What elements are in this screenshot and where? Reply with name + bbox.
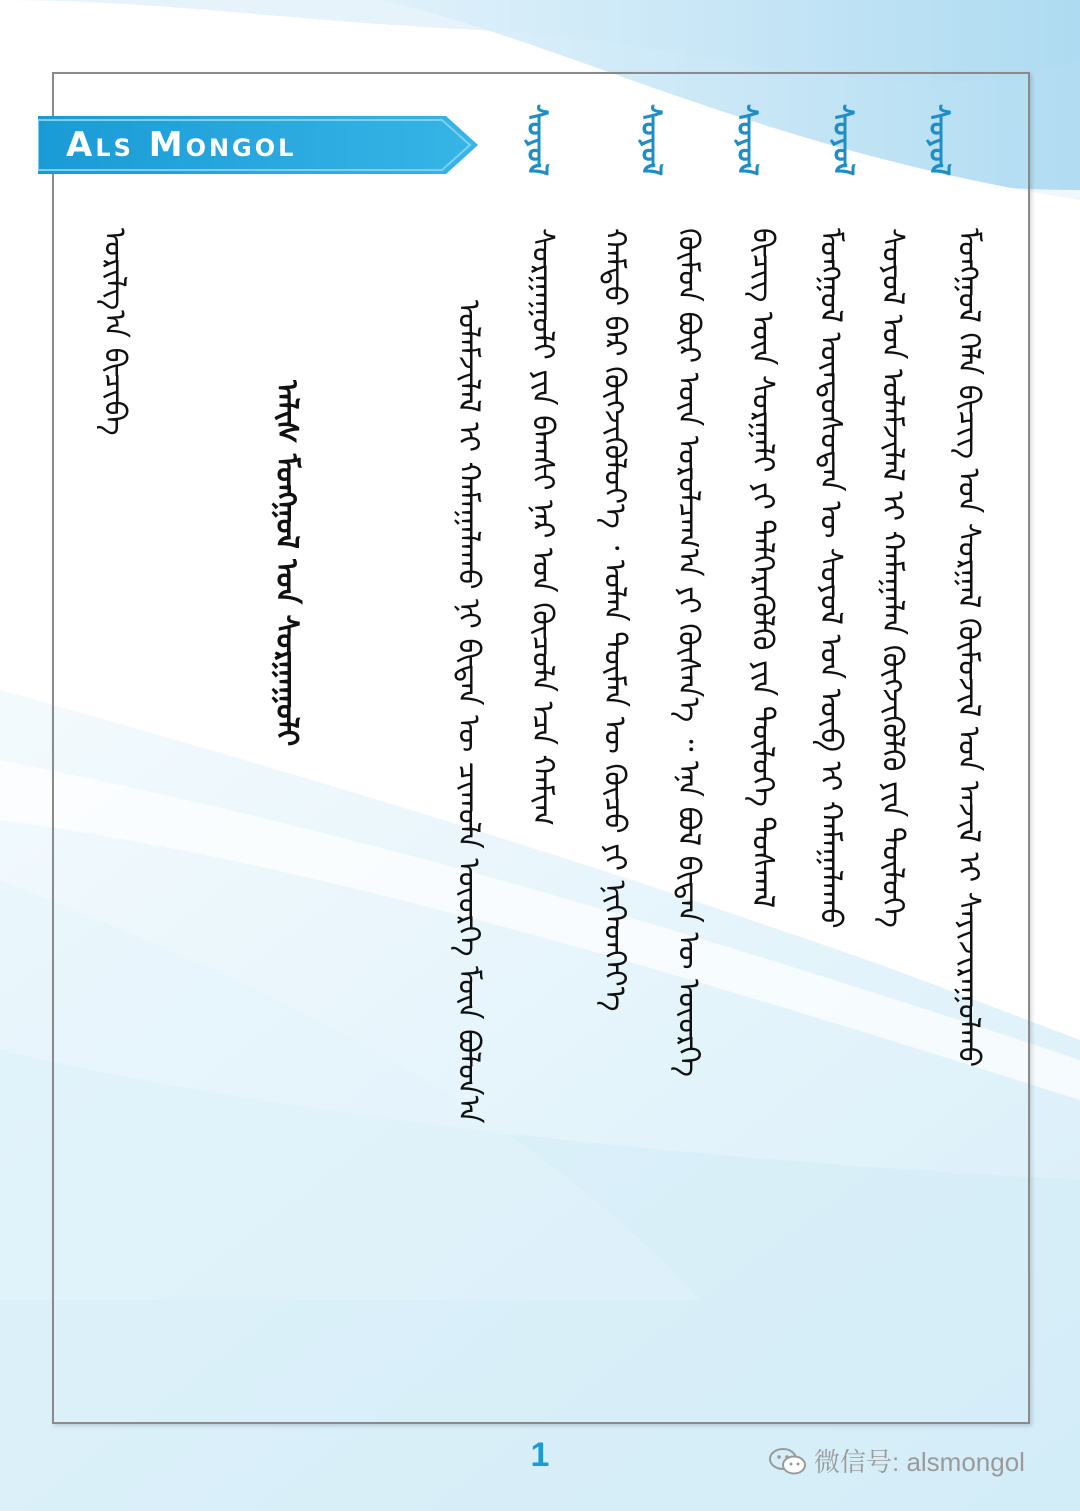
body-column-3: ᠮᠣᠩᠭᠣᠯ ᠦᠨᠳᠦᠰᠦᠲᠡᠨ ᠦ ᠰᠣᠶᠣᠯ ᠤᠨ ᠥᠪ ᠢ ᠬᠠᠮᠠᠭᠠᠯᠠᠬᠤ (813, 228, 848, 929)
header-column-5: ᠰᠣᠶᠤᠯ (521, 104, 554, 176)
body-column-2: ᠰᠣᠶᠣᠯ ᠤᠨ ᠤᠯᠠᠮᠵᠢᠯᠠᠯ ᠢ ᠬᠠᠮᠠᠭᠠᠯᠠᠨ ᠬᠥᠭᠵᠢᠭᠦᠯᠬᠦ ᠶᠢᠨ ᠲᠥᠯᠦᠭᠡ (875, 228, 910, 928)
body-column-7: ᠰᠤᠷᠭᠠᠭᠤᠯᠢ ᠶᠢᠨ ᠪᠠᠭᠰᠢ ᠨᠠᠷ ᠤᠨ ᠬᠦᠴᠦᠯᠡ ᠡᠴᠡ ᠬᠠᠮᠢᠭ (525, 228, 560, 826)
header-column-2: ᠰᠣᠶᠤᠯ (827, 104, 860, 176)
body-column-4: ᠪᠢᠴᠢᠭ ᠦᠨ ᠰᠤᠷᠭᠠᠯᠢ ᠶᠢ ᠳᠡᠯᠭᠡᠷᠡᠭᠦᠯᠬᠦ ᠶᠢᠨ ᠲᠥᠯᠦᠭᠡ ᠲᠣᠰᠬᠠᠯ (745, 228, 780, 909)
brand-title: Als Mongol (66, 125, 297, 165)
header-column-4: ᠰᠣᠶᠤᠯ (635, 104, 668, 176)
body-column-6: ᠬᠠᠮᠲᠤ ᠪᠡᠷ ᠬᠥᠭᠵᠢᠭᠦᠯᠦᠶ᠎ᠡ ᠂ ᠣᠯᠠᠨ ᠲᠥᠮᠡᠨ ᠦ ᠬᠦᠴᠦ ᠶᠢ ᠨᠢᠭᠡᠳᠬᠡᠶ᠎ᠡ (597, 228, 632, 1012)
header-column-3: ᠰᠣᠶᠤᠯ (731, 104, 764, 176)
signature-line: ᠠᠯᠢᠰ ᠮᠣᠩᠭᠣᠯ ᠤᠨ ᠰᠤᠷᠭᠠᠭᠤᠯᠢ (269, 380, 304, 747)
body-column-1: ᠮᠣᠩᠭᠣᠯ ᠬᠡᠯᠡ ᠪᠢᠴᠢᠭ ᠤᠨ ᠰᠤᠷᠭᠠᠯ ᠬᠦᠮᠦᠵᠢᠯ ᠤᠨ ᠠᠵᠢᠯ ᠢ ᠰᠠᠶᠢᠵᠢᠷᠠᠭᠤᠯᠬᠤ (951, 228, 986, 1068)
wechat-label: 微信号: alsmongol (814, 1447, 1025, 1477)
header-column-1: ᠰᠣᠶᠤᠯ (923, 104, 956, 176)
author-line: ᠤᠷᠢᠯᠭ᠎ᠠ ᠪᠢᠴᠢᠪᠡ (97, 228, 132, 436)
wechat-icon (768, 1446, 808, 1478)
body-column-5: ᠬᠦᠮᠦᠨ ᠪᠦᠷ ᠦᠨ ᠣᠷᠣᠯᠴᠠᠭ᠎ᠠ ᠶᠢ ᠬᠦᠰᠡᠨ᠎ᠡ ᠃ ᠡᠨᠡ ᠪᠣᠯ ᠪᠢᠳᠡᠨ ᠦ ᠦᠦᠷᠭᠡ (671, 228, 706, 1077)
page-number: 1 (530, 1436, 550, 1474)
body-column-8: ᠤᠯᠠᠮᠵᠢᠯᠠᠯ ᠢ ᠬᠠᠮᠠᠭᠠᠯᠠᠬᠤ ᠨᠢ ᠪᠢᠳᠡᠨ ᠦ ᠴᠢᠬᠤᠯᠠ ᠦᠦᠷᠭᠡ ᠮᠥᠨ ᠪᠣᠯᠤᠨ᠎ᠠ (451, 300, 486, 1124)
wechat-id (768, 1444, 1025, 1480)
